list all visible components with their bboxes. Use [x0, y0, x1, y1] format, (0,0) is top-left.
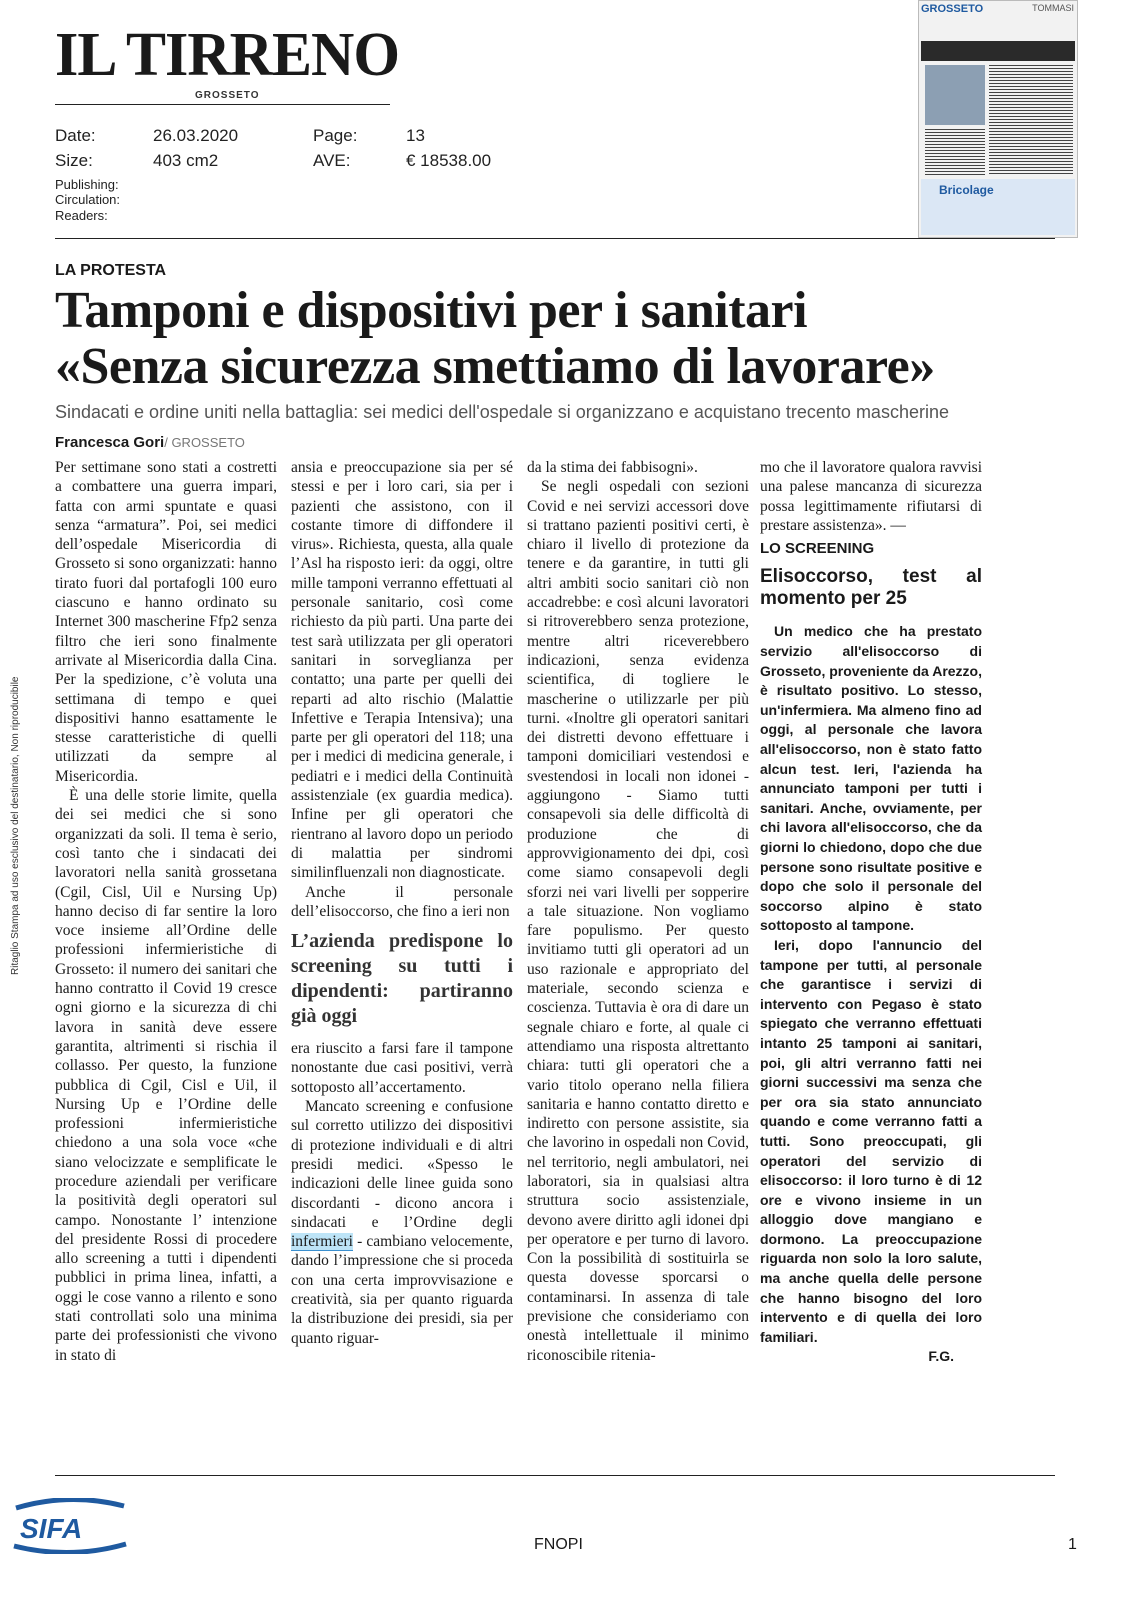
- size-value: 403 cm2: [153, 151, 219, 170]
- publishing-label: Publishing:: [55, 177, 119, 192]
- readers-label: Readers:: [55, 208, 108, 223]
- thumbnail-headline-block: [921, 41, 1075, 61]
- sidebar-signature: F.G.: [928, 1348, 954, 1365]
- author-name: Francesca Gori: [55, 434, 165, 451]
- article-subhead: Sindacati e ordine uniti nella battaglia: sei medici dell'ospedale si organizzano e acquistano trecento mascherine: [55, 402, 949, 422]
- paragraph: [291, 1097, 513, 1348]
- paragraph: Se negli ospedali con sezioni Covid e nei servizi accessori dove si trattano pazienti positivi certi, è chiaro il livello di protezione da tenere e da garantire, in tutti gli altri ambiti socio sanitari ciò non accadrebbe: e così alcuni lavoratori si ritroverebbero senza protezione, mentre altri riceverebbero indicazioni, senza evidenza scientifica, di togliere le mascherine o utilizzarle per più turni. «Inoltre gli operatori sanitari dei distretti devono effettuare i tamponi domiciliari vestendosi e svestendosi in locali non idonei - aggiungono - Siamo tutti consapevoli sia delle difficoltà di produzione che di approvvigionamento dei dpi, così come siamo consapevoli degli sforzi nei vari livelli per sopperire a tale situazione. Non vogliamo fare populismo. Per questo invitiamo tutti gli operatori ad un uso razionale e appropriato del materiale, secondo scienza e coscienza. Tuttavia è ora di dare un segnale chiaro e forte, al quale ci attendiamo una risposta altrettanto chiara: tutti gli operatori che a vario titolo operano nella filiera sanitaria e hanno contatto diretto e indiretto con persone assistite, sia che lavorino in ospedali non Covid, nel territorio, negli ambulatori, nei laboratori, sia in qualsiasi altra struttura socio assistenziale, devono avere diritto agli idonei dpi per operatore e per turno di lavoro. Con la possibilità di sostituirla se questa dovesse sporcarsi o contaminarsi. In assenza di tale previsione che consideriamo con onestà intellettuale il minimo riconoscibile ritenia-: [527, 478, 749, 1364]
- sidebar-title: Elisoccorso, test al momento per 25: [760, 566, 982, 610]
- headline-line-2: «Senza sicurezza smettiamo di lavorare»: [55, 338, 935, 395]
- paragraph: Anche il personale dell’elisoccorso, che fino a ieri non: [291, 883, 513, 920]
- masthead-title: IL TIRRENO: [55, 19, 400, 89]
- thumbnail-text-block: [989, 65, 1073, 175]
- thumbnail-photo: [925, 65, 985, 125]
- thumbnail-text-block: [925, 129, 985, 175]
- highlighted-word[interactable]: infermieri: [291, 1233, 353, 1251]
- paragraph: da la stima dei fabbisogni».: [527, 459, 698, 476]
- article-column-4: [760, 458, 982, 1367]
- date-value: 26.03.2020: [153, 126, 239, 145]
- article-column-2: [291, 458, 513, 1348]
- paragraph: È una delle storie limite, quella dei sei medici che si sono organizzati da soli. Il tema è serio, così tanto che i sindacati dei lavoratori nella sanità grossetana (Cgil, Cisl, Uil e Nursing Up) hanno deciso di far sentire la loro voce insieme all’Ordine delle professioni infermieristiche di Grosseto: il numero dei sanitari che hanno contratto il Covid 19 cresce ogni giorno e la sicurezza di chi lavora in sanità deve essere garantita, altrimenti si rischia il collasso. Per questo, la funzione pubblica di Cgil, Cisl e Uil, il Nursing Up e l’Ordine delle professioni infermieristiche chiedono a una sola voce «che siano velocizzate e semplificate le procedure aziendali per verificare la positività degli operatori sul campo. Nonostante l’ intenzione del presidente Rossi di procedere allo screening a tutti i dipendenti pubblici in prima linea, infatti, a oggi le cose vanno a rilento e sono stati controllati solo una minima parte dei professionisti che vivono in stato di: [55, 787, 277, 1364]
- sidebar-paragraph: Un medico che ha prestato servizio all'elisoccorso di Grosseto, proveniente da Arezzo, è risultato positivo. Lo stesso, un'infermiera. Ma almeno fino ad oggi, al personale che lavora all'elisoccorso, non è stato fatto alcun test. Ieri, l'azienda ha annunciato tamponi per tutti i sanitari. Anche, ovviamente, per chi lavora all'elisoccorso, che da giorni lo chiedono, dopo che due persone sono risultate positive e dopo che solo il personale del soccorso alpino è stato sottoposto al tampone.: [760, 623, 982, 934]
- page-value: 13: [406, 126, 425, 145]
- ave-value: € 18538.00: [406, 151, 492, 170]
- masthead: [55, 19, 400, 101]
- sidebar-body: [760, 622, 982, 1367]
- footer-center-label: FNOPI: [534, 1536, 583, 1553]
- page-thumbnail: [918, 0, 1078, 238]
- sifa-logo-text: SIFA: [20, 1513, 83, 1544]
- ave-label: AVE:: [313, 151, 351, 170]
- paragraph-text: - cambiano velocemente, dando l’impressione che si proceda con una certa improvvisazione e creatività, sia per quanto riguarda la distribuzione dei presidi, sia per quanto riguar-: [291, 1233, 513, 1347]
- circulation-label: Circulation:: [55, 192, 121, 207]
- thumbnail-brand: GROSSETO: [921, 3, 984, 15]
- article-headline: [55, 283, 935, 395]
- sidebar-kicker: LO SCREENING: [760, 540, 875, 558]
- headline-line-1: Tamponi e dispositivi per i sanitari: [55, 282, 808, 339]
- header-rule: [55, 238, 1055, 239]
- footer-rule: [55, 1475, 1055, 1476]
- size-label: Size:: [55, 151, 93, 170]
- byline: [55, 434, 245, 451]
- masthead-edition: GROSSETO: [195, 90, 260, 101]
- thumbnail-brand-secondary: TOMMASI: [1032, 3, 1074, 13]
- paragraph: ansia e preoccupazione sia per sé stessi e per i loro cari, sia per i pazienti che assistono, con il costante timore di diffondere il virus». Richiesta, questa, alla quale l’Asl ha risposto ieri: da oggi, oltre mille tamponi verranno effettuati al personale sanitario, così come richiesto da più parti. Una parte dei test sarà utilizzata per gli operatori sanitari in sorveglianza per contatto; una parte per quelli dei reparti ad alto rischio (Malattie Infettive e Terapia Intensiva); una parte per gli operatori del 118; una per i medici di medicina generale, i pediatri e i medici della Continuità assistenziale (ex guardia medica). Infine per gli operatori che rientrano al lavoro dopo un periodo di malattia per sindromi similinfluenzali non diagnosticate.: [291, 459, 513, 882]
- paragraph: Per settimane sono stati a costretti a combattere una guerra impari, fatta con armi spuntate e quasi senza “armatura”. Poi, sei medici dell’ospedale Misericordia di Grosseto si sono organizzati: hanno tirato fuori dal portafogli 100 euro ciascuno e hanno ordinato su Internet 300 mascherine Ffp2 senza filtro che ieri sono finalmente arrivate al Misericordia dalla Cina. Per la spedizione, c’è voluta una settimana di tempo e quei dispositivi hanno esattamente le stesse caratteristiche di quelli utilizzati da sempre al Misericordia.: [55, 459, 277, 785]
- footer-page-number: 1: [1068, 1536, 1077, 1553]
- page-label: Page:: [313, 126, 358, 145]
- paragraph-text: Mancato screening e confusione sul corretto utilizzo dei dispositivi di protezione individuali e di altri presidi medici. «Spesso le indicazioni delle linee guida sono discordanti - dicono ancora i sindacati e l’Ordine degli: [291, 1098, 513, 1231]
- paragraph: era riuscito a farsi fare il tampone nonostante due casi positivi, verrà sottoposto all’accertamento.: [291, 1040, 513, 1096]
- sidebar-paragraph: Ieri, dopo l'annuncio del tampone per tutti, al personale che garantisce i servizi di intervento con Pegaso è stato spiegato che verranno effettuati intanto 25 tamponi ai sanitari, poi, gli altri verranno fatti nei giorni successivi ma senza che per ora sia stato annunciato quando e come verranno fatti a tutti. Sono preoccupati, gli operatori del servizio di elisoccorso: il loro turno è di 12 ore e vivono insieme in un alloggio dove mangiano e dormono. La preoccupazione riguarda non solo la loro salute, ma anche quella delle persone che hanno bisogno del loro intervento e di quella dei loro familiari.: [760, 936, 982, 1345]
- pull-quote: L’azienda predispone lo screening su tutti i dipendenti: partiranno già oggi: [291, 930, 513, 1028]
- thumbnail-advert-text: Bricolage: [939, 183, 994, 197]
- article-column-3: [527, 458, 749, 1365]
- byline-location: / GROSSETO: [164, 435, 245, 450]
- sifa-logo: [10, 1498, 128, 1554]
- copyright-note: Ritaglio Stampa ad uso esclusivo del destinatario, Non riproducibile: [10, 676, 21, 975]
- article-kicker: LA PROTESTA: [55, 262, 167, 279]
- date-label: Date:: [55, 126, 96, 145]
- paragraph: mo che il lavoratore qualora ravvisi una palese mancanza di sicurezza possa legittimamente rifiutarsi di prestare assistenza». —: [760, 459, 982, 534]
- masthead-rule: [55, 104, 390, 105]
- article-column-1: [55, 458, 277, 1365]
